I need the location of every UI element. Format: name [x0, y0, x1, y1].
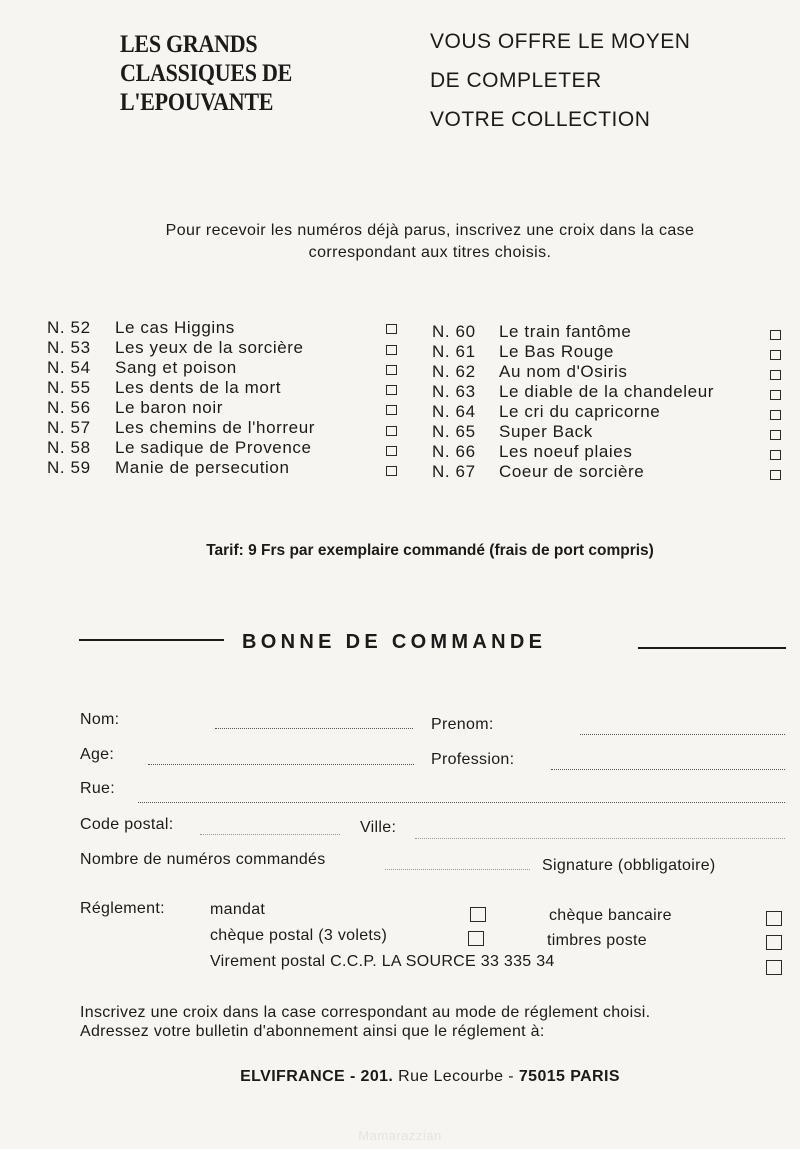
age-field[interactable] [148, 764, 414, 765]
nom-field[interactable] [215, 728, 413, 729]
watermark: Mamarazzian [358, 1128, 442, 1143]
address [0, 1068, 800, 1086]
cheque-bancaire-checkbox[interactable] [766, 911, 782, 926]
timbres-label: timbres poste [547, 932, 647, 949]
issue-list-right [432, 322, 787, 492]
tarif-text: Tarif: 9 Frs par exemplaire commandé (frais de port compris) [206, 542, 654, 559]
prenom-label: Prenom: [431, 716, 494, 733]
issue-checkbox[interactable] [770, 370, 781, 380]
instructions [80, 1003, 650, 1041]
offer-line-3: VOTRE COLLECTION [430, 108, 651, 131]
intro-text [80, 220, 780, 264]
reglement-label: Réglement: [80, 900, 165, 917]
prenom-field[interactable] [580, 734, 785, 735]
issue-checkbox[interactable] [386, 385, 397, 395]
list-item: N. 59 Manie de persecution [47, 458, 407, 478]
list-item: N. 58 Le sadique de Provence [47, 438, 407, 458]
signature-label: Signature (obbligatoire) [542, 857, 716, 874]
profession-field[interactable] [551, 769, 785, 770]
instruction-line-2: Adressez votre bulletin d'abonnement ainsi que le réglement à: [80, 1023, 545, 1040]
list-item: N. 61 Le Bas Rouge [432, 342, 787, 362]
list-item: N. 60 Le train fantôme [432, 322, 787, 342]
list-item: N. 54 Sang et poison [47, 358, 407, 378]
issue-checkbox[interactable] [386, 405, 397, 415]
offer-line-1: VOUS OFFRE LE MOYEN [430, 30, 691, 53]
list-item: N. 63 Le diable de la chandeleur [432, 382, 787, 402]
virement-checkbox[interactable] [766, 960, 782, 975]
divider-right [638, 647, 786, 649]
issue-checkbox[interactable] [386, 426, 397, 436]
list-item: N. 66 Les noeuf plaies [432, 442, 787, 462]
timbres-checkbox[interactable] [766, 935, 782, 950]
cheque-postal-label: chèque postal (3 volets) [210, 927, 388, 944]
brand-line-3: L'EPOUVANTE [120, 89, 274, 116]
rue-label: Rue: [80, 780, 115, 797]
intro-line-2: correspondant aux titres choisis. [308, 244, 552, 261]
mandat-checkbox[interactable] [470, 907, 486, 922]
issue-checkbox[interactable] [770, 410, 781, 420]
list-item: N. 64 Le cri du capricorne [432, 402, 787, 422]
ville-label: Ville: [360, 819, 397, 836]
cheque-postal-checkbox[interactable] [468, 931, 484, 946]
list-item: N. 62 Au nom d'Osiris [432, 362, 787, 382]
offer-text [430, 30, 690, 147]
nombre-field[interactable] [385, 869, 530, 870]
order-form-title: BONNE DE COMMANDE [242, 631, 547, 653]
brand-title [120, 30, 292, 117]
list-item: N. 55 Les dents de la mort [47, 378, 407, 398]
offer-line-2: DE COMPLETER [430, 69, 602, 92]
divider-left [79, 639, 224, 641]
issue-checkbox[interactable] [386, 466, 397, 476]
address-street: Rue Lecourbe - [393, 1068, 519, 1085]
issue-checkbox[interactable] [770, 330, 781, 340]
nombre-label: Nombre de numéros commandés [80, 851, 326, 868]
list-item: N. 67 Coeur de sorcière [432, 462, 787, 482]
list-item: N. 65 Super Back [432, 422, 787, 442]
brand-line-2: CLASSIQUES DE [120, 60, 293, 87]
mandat-label: mandat [210, 901, 266, 918]
issue-checkbox[interactable] [770, 390, 781, 400]
profession-label: Profession: [431, 751, 515, 768]
issue-checkbox[interactable] [386, 365, 397, 375]
issue-list-left [47, 318, 407, 488]
instruction-line-1: Inscrivez une croix dans la case correspondant au mode de réglement choisi. [80, 1004, 651, 1021]
virement-label: Virement postal C.C.P. LA SOURCE 33 335 34 [210, 953, 555, 970]
nom-label: Nom: [80, 711, 120, 728]
issue-checkbox[interactable] [386, 324, 397, 334]
address-company: ELVIFRANCE - 201. [240, 1068, 394, 1085]
brand-line-1: LES GRANDS [120, 31, 258, 58]
cheque-bancaire-label: chèque bancaire [549, 907, 672, 924]
code-postal-label: Code postal: [80, 816, 174, 833]
intro-line-1: Pour recevoir les numéros déjà parus, inscrivez une croix dans la case [165, 222, 695, 239]
issue-checkbox[interactable] [386, 446, 397, 456]
issue-checkbox[interactable] [770, 350, 781, 360]
code-postal-field[interactable] [200, 834, 340, 835]
issue-checkbox[interactable] [770, 470, 781, 480]
list-item: N. 56 Le baron noir [47, 398, 407, 418]
address-city: 75015 PARIS [518, 1068, 620, 1085]
issue-checkbox[interactable] [770, 450, 781, 460]
rue-field[interactable] [138, 802, 785, 803]
issue-checkbox[interactable] [770, 430, 781, 440]
list-item: N. 57 Les chemins de l'horreur [47, 418, 407, 438]
issue-checkbox[interactable] [386, 345, 397, 355]
list-item: N. 53 Les yeux de la sorcière [47, 338, 407, 358]
ville-field[interactable] [415, 838, 785, 839]
list-item: N. 52 Le cas Higgins [47, 318, 407, 338]
age-label: Age: [80, 746, 115, 763]
